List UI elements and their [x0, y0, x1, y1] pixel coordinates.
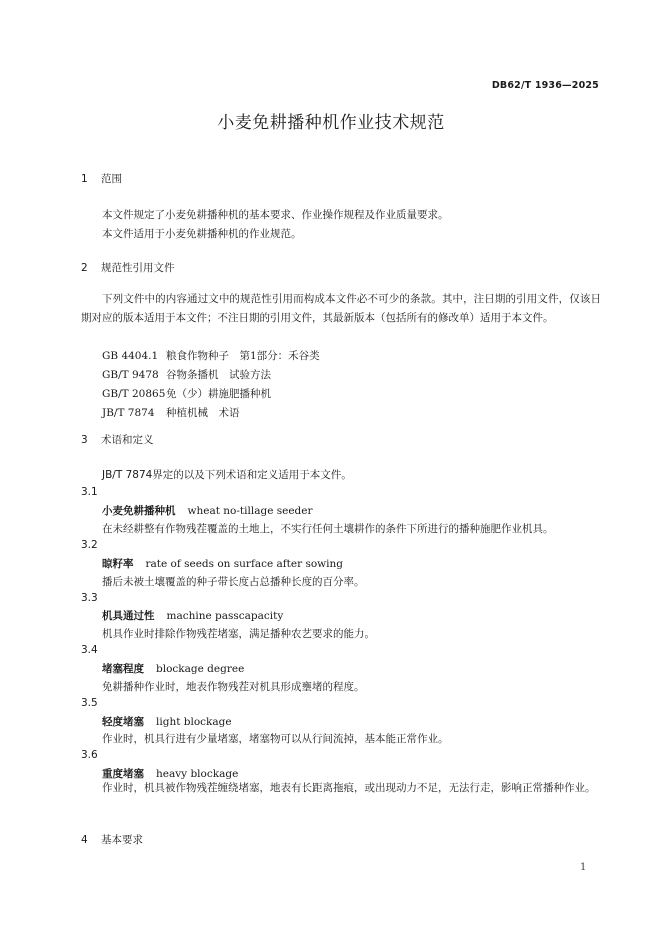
- term-zh: 晾籽率: [102, 558, 134, 570]
- reference-item: [102, 386, 271, 401]
- section-heading-1: [81, 171, 122, 186]
- reference-item: [102, 405, 240, 420]
- term-number: 3.4: [81, 644, 98, 656]
- paragraph: JB/T 7874界定的以及下列术语和定义适用于本文件。: [102, 469, 352, 481]
- term-zh: 小麦免耕播种机: [102, 505, 176, 517]
- reference-item: [102, 367, 271, 382]
- term-definition: 机具作业时排除作物残茬堵塞，满足播种农艺要求的能力。: [102, 628, 375, 640]
- term-en: light blockage: [156, 716, 232, 728]
- term-en: machine passcapacity: [166, 610, 284, 622]
- term-number: 3.3: [81, 592, 98, 604]
- term-zh: 重度堵塞: [102, 768, 144, 780]
- term-en: wheat no-tillage seeder: [187, 505, 313, 517]
- term-number: 3.2: [81, 539, 98, 551]
- term-number: 3.5: [81, 697, 98, 709]
- term-en: heavy blockage: [156, 768, 239, 780]
- term-name: [102, 503, 313, 518]
- section-number: 2: [81, 262, 88, 274]
- term-en: blockage degree: [156, 663, 245, 675]
- term-zh: 堵塞程度: [102, 663, 144, 675]
- term-definition: 免耕播种作业时，地表作物残茬对机具形成壅堵的程度。: [102, 681, 365, 693]
- section-number: 1: [81, 173, 88, 185]
- page-number: 1: [580, 862, 587, 873]
- reference-code: JB/T 7874: [102, 407, 155, 419]
- term-name: [102, 556, 343, 571]
- section-title: 规范性引用文件: [101, 262, 175, 274]
- term-zh: 机具通过性: [102, 610, 155, 622]
- section-heading-2: [81, 260, 175, 275]
- term-name: [102, 714, 232, 729]
- reference-code: GB/T 9478: [102, 369, 159, 381]
- paragraph: 下列文件中的内容通过文中的规范性引用而构成本文件必不可少的条款。其中，注日期的引用文件，仅该日期对应的版本适用于本文件；不注日期的引用文件，其最新版本（包括所有的修改单）适用于本文件。: [81, 293, 601, 324]
- reference-title: 粮食作物种子 第1部分：禾谷类: [166, 350, 320, 362]
- term-definition: 作业时，机具被作物残茬缠绕堵塞，地表有长距离拖痕，或出现动力不足，无法行走，影响正常播种作业。: [102, 782, 596, 794]
- reference-item: [102, 348, 320, 363]
- section-title: 基本要求: [101, 834, 143, 846]
- document-code: DB62/T 1936—2025: [491, 80, 599, 91]
- term-zh: 轻度堵塞: [102, 716, 144, 728]
- term-name: [102, 661, 244, 676]
- reference-code: GB 4404.1: [102, 350, 159, 362]
- section-title: 术语和定义: [101, 434, 154, 446]
- term-name: [102, 608, 283, 623]
- section-number: 4: [81, 834, 88, 846]
- section-heading-3: [81, 432, 154, 447]
- term-number: 3.1: [81, 486, 98, 498]
- paragraph: 本文件规定了小麦免耕播种机的基本要求、作业操作规程及作业质量要求。: [102, 209, 449, 221]
- reference-title: 免（少）耕施肥播种机: [166, 388, 271, 400]
- page-title: 小麦免耕播种机作业技术规范: [217, 113, 445, 133]
- reference-title: 种植机械 术语: [166, 407, 240, 419]
- term-definition: 在未经耕整有作物残茬覆盖的土地上，不实行任何土壤耕作的条件下所进行的播种施肥作业机具。: [102, 523, 554, 535]
- paragraph: 本文件适用于小麦免耕播种机的作业规范。: [102, 228, 302, 240]
- term-en: rate of seeds on surface after sowing: [145, 558, 344, 570]
- section-title: 范围: [101, 173, 122, 185]
- section-heading-4: [81, 832, 143, 847]
- term-number: 3.6: [81, 749, 98, 761]
- reference-code: GB/T 20865: [102, 388, 166, 400]
- term-definition: 播后未被土壤覆盖的种子带长度占总播种长度的百分率。: [102, 576, 365, 588]
- term-definition: 作业时，机具行进有少量堵塞，堵塞物可以从行间流掉，基本能正常作业。: [102, 733, 449, 745]
- reference-title: 谷物条播机 试验方法: [166, 369, 271, 381]
- section-number: 3: [81, 434, 88, 446]
